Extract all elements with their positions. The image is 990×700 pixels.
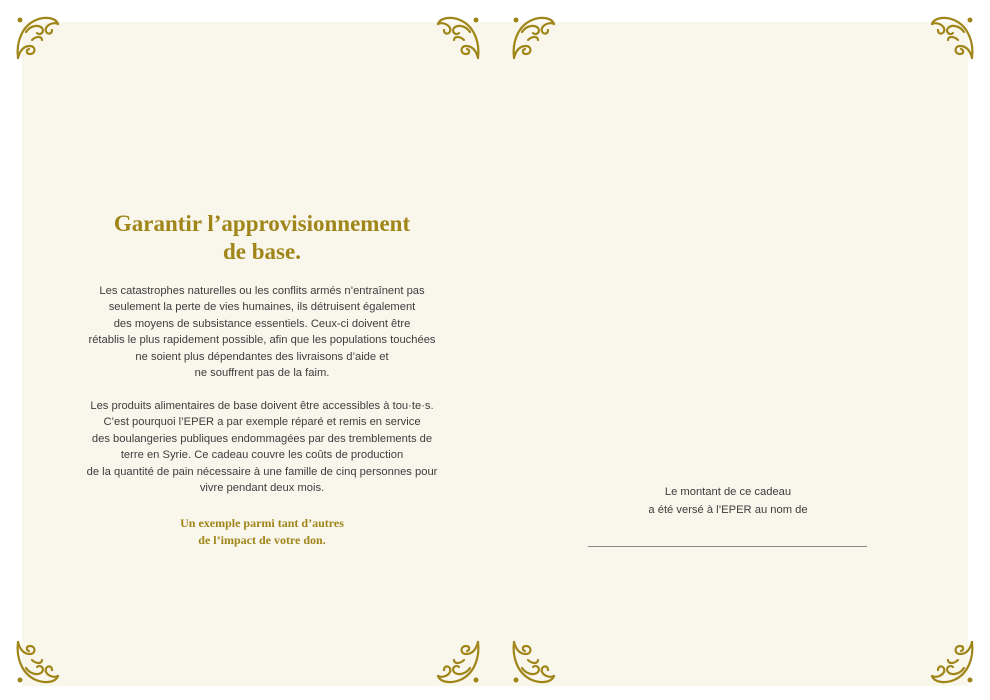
tagline-line: de l’impact de votre don. bbox=[198, 532, 326, 547]
example-paragraph bbox=[62, 398, 462, 496]
text-line: Les produits alimentaires de base doivent être accessibles à tou·te·s. bbox=[90, 400, 434, 412]
text-line: vivre pendant deux mois. bbox=[199, 482, 325, 495]
text-line: terre en Syrie. Ce cadeau couvre les coûts de production bbox=[120, 449, 404, 462]
corner-flourish-icon bbox=[926, 636, 978, 688]
text-line: ne soient plus dépendantes des livraisons d’aide et bbox=[135, 350, 389, 363]
corner-flourish-icon bbox=[432, 636, 484, 688]
text-line: des boulangeries publiques endommagées par des tremblements de bbox=[91, 432, 433, 445]
text-line: ne souffrent pas de la faim. bbox=[194, 367, 330, 380]
page-title bbox=[60, 210, 464, 266]
text-line: Les catastrophes naturelles ou les conflits armés n’entraînent pas bbox=[99, 285, 425, 297]
corner-flourish-icon bbox=[12, 12, 64, 64]
right-page bbox=[495, 22, 968, 686]
text-line: de la quantité de pain nécessaire à une famille de cinq personnes pour bbox=[86, 465, 438, 478]
note-line: a été versé à l’EPER au nom de bbox=[648, 504, 808, 516]
text-line: seulement la perte de vies humaines, ils détruisent également bbox=[108, 301, 416, 314]
corner-flourish-icon bbox=[508, 636, 560, 688]
corner-flourish-icon bbox=[12, 636, 64, 688]
corner-flourish-icon bbox=[926, 12, 978, 64]
corner-flourish-icon bbox=[432, 12, 484, 64]
text-line: des moyens de subsistance essentiels. Ceux-ci doivent être bbox=[113, 317, 411, 330]
text-line: rétablis le plus rapidement possible, afin que les populations touchées bbox=[88, 334, 436, 347]
intro-paragraph bbox=[62, 283, 462, 381]
title-line: de base. bbox=[223, 239, 301, 264]
title-line: Garantir l’approvisionnement bbox=[113, 211, 411, 236]
note-line: Le montant de ce cadeau bbox=[664, 486, 792, 498]
corner-flourish-icon bbox=[508, 12, 560, 64]
tagline-line: Un exemple parmi tant d’autres bbox=[180, 516, 344, 530]
recipient-name-line bbox=[588, 546, 867, 547]
text-line: C’est pourquoi l’EPER a par exemple réparé et remis en service bbox=[103, 416, 421, 429]
impact-tagline bbox=[62, 515, 462, 548]
gift-dedication-note bbox=[588, 483, 868, 519]
